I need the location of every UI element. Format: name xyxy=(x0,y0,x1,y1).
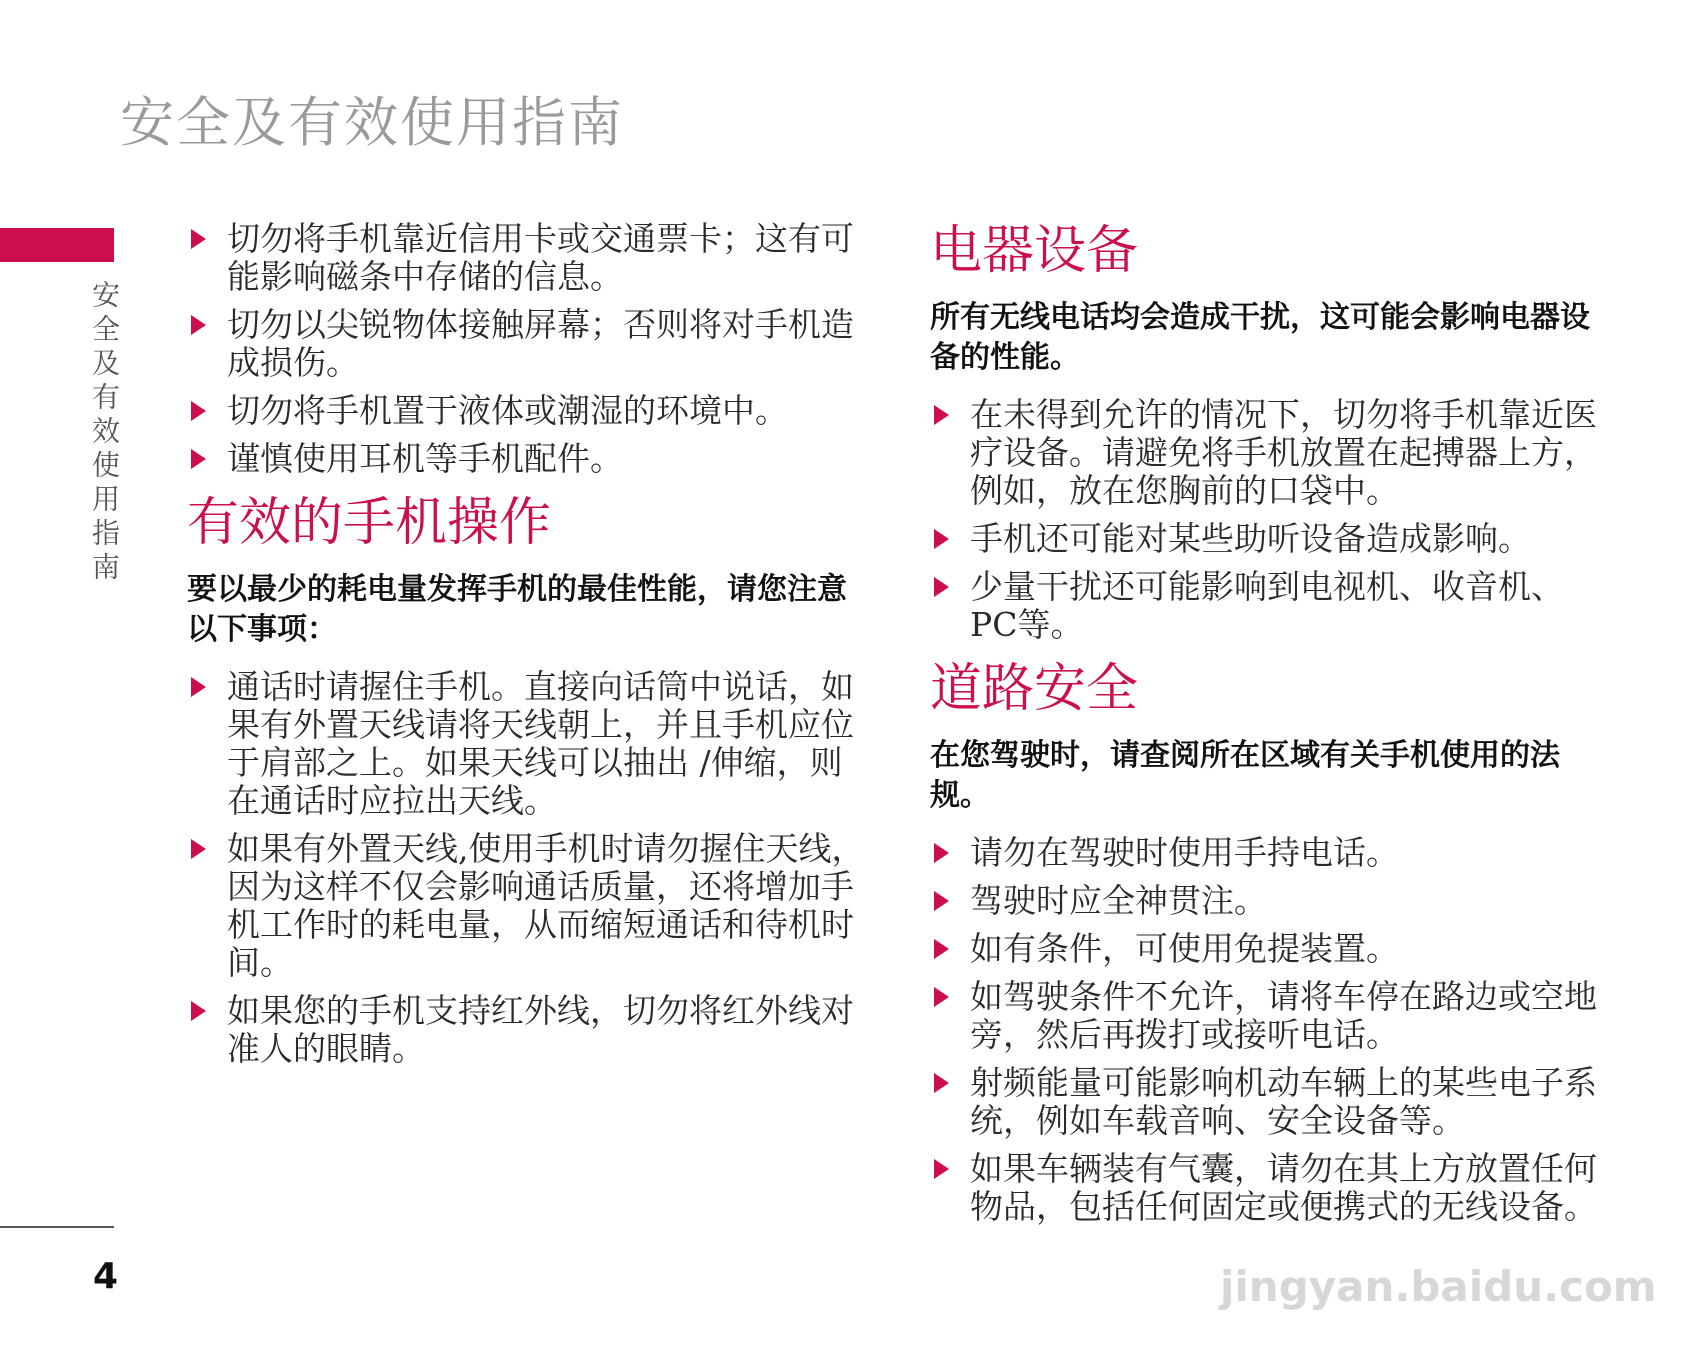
page-title: 安全及有效使用指南 xyxy=(120,91,624,154)
list-item-text: 在未得到允许的情况下，切勿将手机靠近医疗设备。请避免将手机放置在起搏器上方，例如，放在您胸前的口袋中。 xyxy=(970,395,1597,510)
bullet-arrow-icon xyxy=(934,843,949,863)
bullet-arrow-icon xyxy=(934,529,949,549)
electrical-devices-list xyxy=(930,396,1610,644)
bullet-arrow-icon xyxy=(934,577,949,597)
section-heading-efficient-operation: 有效的手机操作 xyxy=(187,493,552,553)
list-item-text: 切勿将手机靠近信用卡或交通票卡；这有可能影响磁条中存储的信息。 xyxy=(227,219,854,296)
sidebar-vertical-label: 安全及有效使用指南 xyxy=(88,280,121,586)
section-heading-electrical-devices: 电器设备 xyxy=(930,221,1139,281)
list-item xyxy=(930,568,1610,644)
section-intro: 所有无线电话均会造成干扰，这可能会影响电器设备的性能。 xyxy=(930,300,1590,375)
list-item xyxy=(930,930,1610,968)
section-accent-tab xyxy=(0,228,114,262)
list-item-text: 谨慎使用耳机等手机配件。 xyxy=(227,439,623,478)
bullet-arrow-icon xyxy=(191,315,206,335)
list-item-text: 切勿以尖锐物体接触屏幕；否则将对手机造成损伤。 xyxy=(227,305,854,382)
list-item-text: 如有条件，可使用免提装置。 xyxy=(970,929,1399,968)
list-item-text: 驾驶时应全神贯注。 xyxy=(970,881,1267,920)
list-item-text: 射频能量可能影响机动车辆上的某些电子系统，例如车载音响、安全设备等。 xyxy=(970,1063,1597,1140)
list-item xyxy=(187,830,867,982)
bullet-arrow-icon xyxy=(191,401,206,421)
bullet-arrow-icon xyxy=(934,1159,949,1179)
list-item xyxy=(930,834,1610,872)
list-item xyxy=(187,392,867,430)
list-item xyxy=(930,1150,1610,1226)
section-intro: 要以最少的耗电量发挥手机的最佳性能，请您注意以下事项： xyxy=(187,572,847,647)
list-item xyxy=(930,978,1610,1054)
list-item-text: 通话时请握住手机。直接向话筒中说话，如果有外置天线请将天线朝上，并且手机应位于肩部之上。如果天线可以抽出 /伸缩，则在通话时应拉出天线。 xyxy=(227,667,854,820)
bullet-arrow-icon xyxy=(191,449,206,469)
precaution-list xyxy=(187,220,867,478)
bullet-arrow-icon xyxy=(191,229,206,249)
left-column xyxy=(187,220,867,1078)
section-heading-road-safety: 道路安全 xyxy=(930,659,1139,719)
bullet-arrow-icon xyxy=(934,939,949,959)
operation-tips-list xyxy=(187,668,867,1068)
right-column xyxy=(930,220,1610,1236)
list-item-text: 少量干扰还可能影响到电视机、收音机、PC等。 xyxy=(970,567,1564,644)
watermark: jingyan.baidu.com xyxy=(1220,1262,1657,1311)
list-item xyxy=(187,440,867,478)
list-item-text: 手机还可能对某些助听设备造成影响。 xyxy=(970,519,1531,558)
list-item-text: 如驾驶条件不允许，请将车停在路边或空地旁，然后再拨打或接听电话。 xyxy=(970,977,1597,1054)
bullet-arrow-icon xyxy=(191,839,206,859)
list-item-text: 如果您的手机支持红外线，切勿将红外线对准人的眼睛。 xyxy=(227,991,854,1068)
list-item xyxy=(187,220,867,296)
list-item-text: 请勿在驾驶时使用手持电话。 xyxy=(970,833,1399,872)
bullet-arrow-icon xyxy=(934,891,949,911)
list-item xyxy=(187,668,867,820)
page-number: 4 xyxy=(93,1256,119,1297)
list-item xyxy=(187,992,867,1068)
bullet-arrow-icon xyxy=(191,677,206,697)
list-item-text: 如果有外置天线,使用手机时请勿握住天线，因为这样不仅会影响通话质量，还将增加手机工作时的耗电量，从而缩短通话和待机时间。 xyxy=(227,829,865,982)
list-item xyxy=(930,882,1610,920)
list-item xyxy=(187,306,867,382)
list-item xyxy=(930,396,1610,510)
list-item xyxy=(930,1064,1610,1140)
list-item xyxy=(930,520,1610,558)
list-item-text: 如果车辆装有气囊，请勿在其上方放置任何物品，包括任何固定或便携式的无线设备。 xyxy=(970,1149,1597,1226)
footer-divider xyxy=(0,1226,114,1228)
bullet-arrow-icon xyxy=(934,1073,949,1093)
road-safety-list xyxy=(930,834,1610,1226)
list-item-text: 切勿将手机置于液体或潮湿的环境中。 xyxy=(227,391,788,430)
section-intro: 在您驾驶时，请查阅所在区域有关手机使用的法规。 xyxy=(930,738,1560,813)
bullet-arrow-icon xyxy=(934,987,949,1007)
bullet-arrow-icon xyxy=(191,1001,206,1021)
bullet-arrow-icon xyxy=(934,405,949,425)
